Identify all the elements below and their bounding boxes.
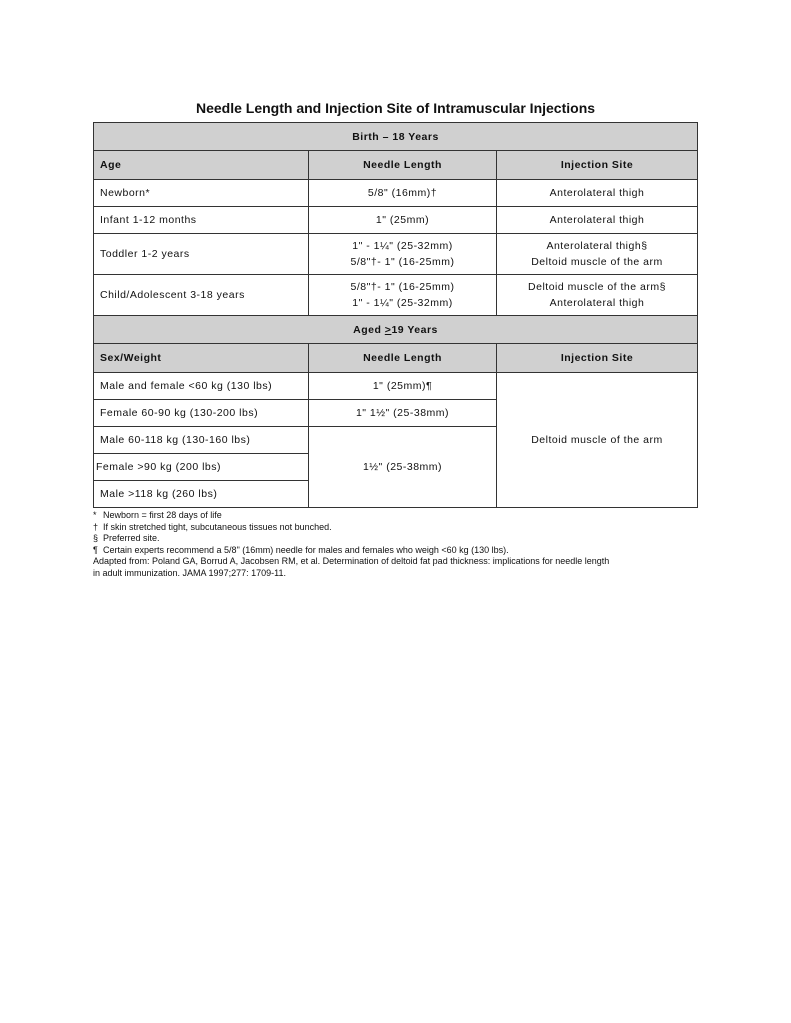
document-title: Needle Length and Injection Site of Intramuscular Injections — [195, 100, 596, 116]
band-label: Birth – 18 Years — [94, 123, 698, 151]
needle-cell: 1" 1½" (25-38mm) — [309, 400, 497, 427]
needle-cell: 1½" (25-38mm) — [309, 427, 497, 508]
footnote-text: Preferred site. — [103, 533, 160, 543]
site-line: Anterolateral thigh§ — [546, 240, 648, 252]
needle-line: 1" - 1¼" (25-32mm) — [352, 240, 453, 252]
needle-line: 5/8"†- 1" (16-25mm) — [350, 281, 455, 293]
footnote-text: Certain experts recommend a 5/8" (16mm) needle for males and females who weigh <60 kg (130 lbs). — [103, 544, 509, 555]
footnote-symbol: † — [93, 521, 99, 532]
header-injection-site: Injection Site — [497, 344, 698, 373]
footnote — [93, 522, 703, 534]
site-cell — [497, 275, 698, 316]
needle-cell — [309, 275, 497, 316]
footnote — [93, 533, 703, 545]
site-cell: Anterolateral thigh — [497, 180, 698, 207]
footnote — [93, 510, 703, 522]
footnote — [93, 545, 703, 557]
header-row — [94, 151, 698, 180]
adapted-from-line: in adult immunization. JAMA 1997;277: 1709-11. — [93, 567, 286, 578]
table-row — [94, 180, 698, 207]
header-row — [94, 344, 698, 373]
sex-weight-cell: Male and female <60 kg (130 lbs) — [94, 373, 309, 400]
header-needle-length: Needle Length — [309, 151, 497, 180]
site-line: Deltoid muscle of the arm — [531, 256, 663, 268]
sex-weight-cell: Male 60-118 kg (130-160 lbs) — [94, 427, 309, 454]
footnote-symbol: * — [93, 510, 97, 520]
needle-line: 1" - 1¼" (25-32mm) — [352, 297, 453, 309]
table-row — [94, 373, 698, 400]
age-cell: Newborn* — [94, 180, 309, 207]
header-needle-length: Needle Length — [309, 344, 497, 373]
header-injection-site: Injection Site — [497, 151, 698, 180]
header-sex-weight: Sex/Weight — [94, 344, 309, 373]
section-band-birth-18 — [94, 123, 698, 151]
age-cell: Infant 1-12 months — [94, 207, 309, 234]
table-row — [94, 234, 698, 275]
sex-weight-cell: Female >90 kg (200 lbs) — [94, 454, 309, 481]
header-age: Age — [94, 151, 309, 180]
footnote-symbol: § — [93, 533, 99, 543]
footnotes — [93, 510, 703, 579]
sex-weight-cell: Female 60-90 kg (130-200 lbs) — [94, 400, 309, 427]
site-cell: Deltoid muscle of the arm — [497, 373, 698, 508]
needle-line: 5/8"†- 1" (16-25mm) — [350, 256, 455, 268]
footnote-text: Newborn = first 28 days of life — [103, 510, 222, 520]
sex-weight-cell: Male >118 kg (260 lbs) — [94, 481, 309, 508]
table-row — [94, 207, 698, 234]
band-prefix: Aged — [353, 323, 385, 336]
table-row — [94, 275, 698, 316]
needle-cell: 5/8" (16mm)† — [309, 180, 497, 207]
footnote-symbol: ¶ — [93, 544, 98, 555]
band-label — [94, 316, 698, 344]
footnote-text: If skin stretched tight, subcutaneous tissues not bunched. — [103, 521, 332, 532]
band-suffix: 19 Years — [391, 323, 438, 336]
site-cell — [497, 234, 698, 275]
site-line: Anterolateral thigh — [549, 297, 645, 309]
band-symbol: > — [384, 323, 392, 336]
site-line: Deltoid muscle of the arm§ — [528, 281, 666, 293]
needle-cell: 1" (25mm)¶ — [309, 373, 497, 400]
needle-cell — [309, 234, 497, 275]
needle-cell: 1" (25mm) — [309, 207, 497, 234]
age-cell: Child/Adolescent 3-18 years — [94, 275, 309, 316]
adapted-from-line: Adapted from: Poland GA, Borrud A, Jacobsen RM, et al. Determination of deltoid fat pad thickness: implications for needle length — [93, 556, 610, 566]
age-cell: Toddler 1-2 years — [94, 234, 309, 275]
site-cell: Anterolateral thigh — [497, 207, 698, 234]
injection-table — [93, 122, 698, 508]
section-band-adult — [94, 316, 698, 344]
